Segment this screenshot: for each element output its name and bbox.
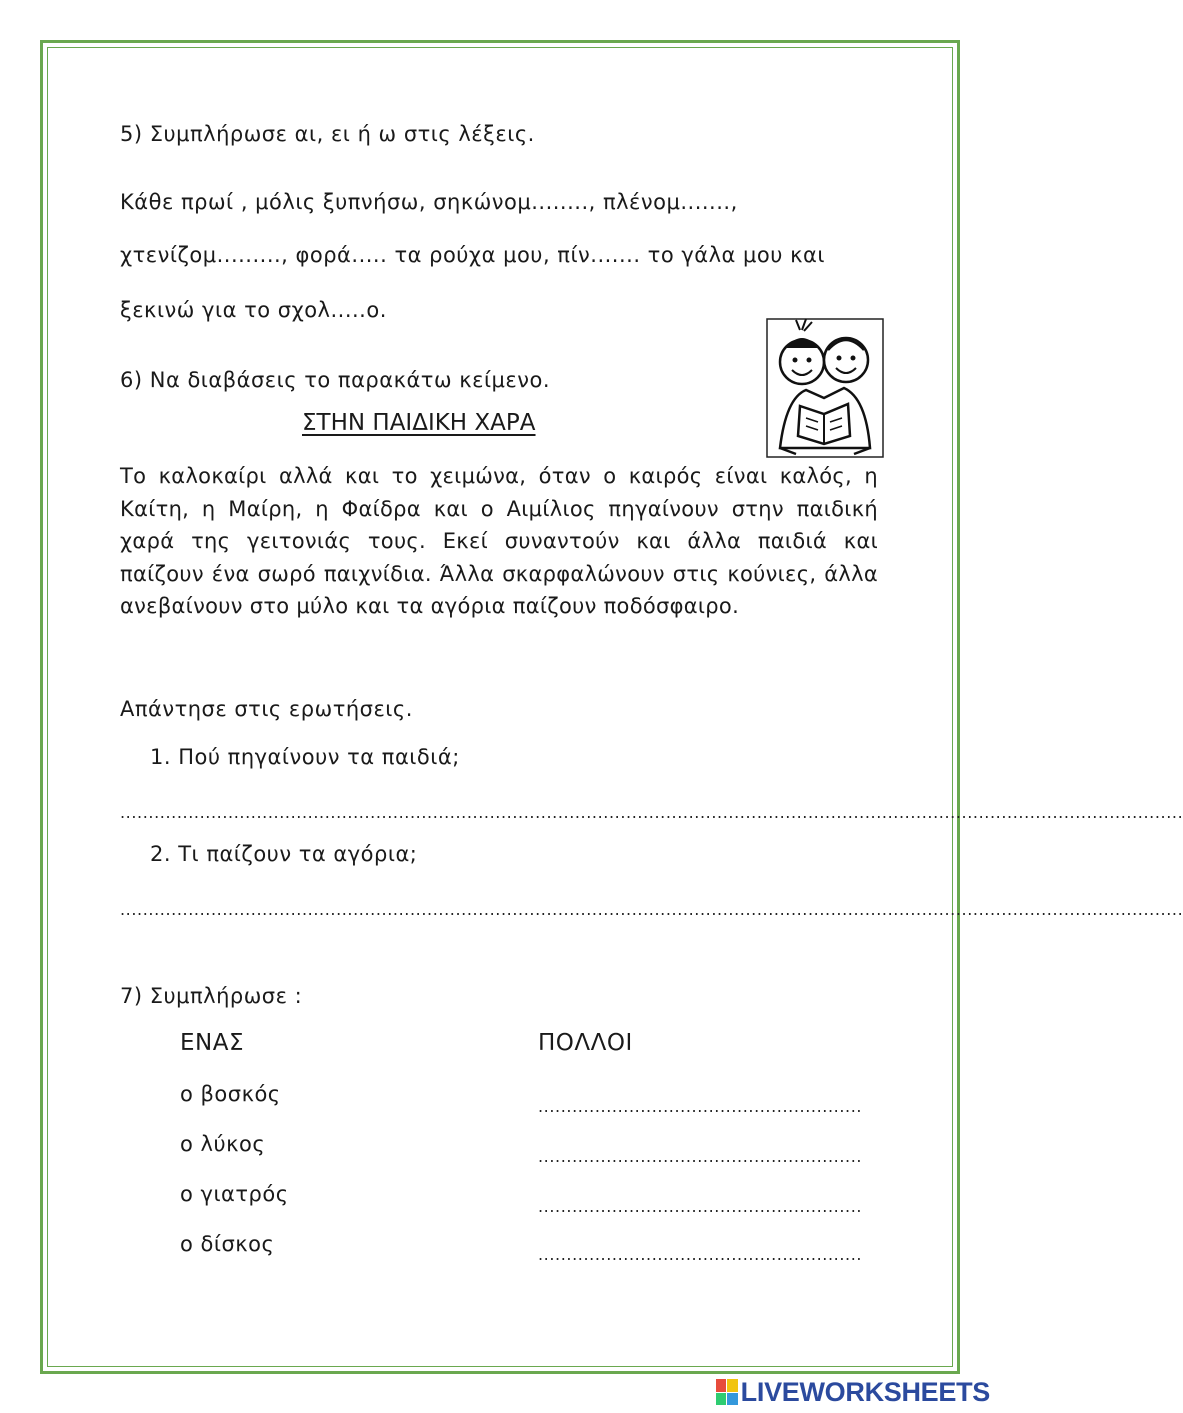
singular-word-4: ο δίσκος (180, 1232, 275, 1256)
plural-blank-4[interactable]: ......................................................... (538, 1245, 863, 1264)
column-header-singular: ΕΝΑΣ (180, 1030, 245, 1056)
liveworksheets-brand: LIVEWORKSHEETS (740, 1376, 990, 1407)
question-2: 2. Τι παίζουν τα αγόρια; (150, 842, 418, 866)
column-header-plural: ΠΟΛΛΟΙ (538, 1030, 633, 1056)
question-1: 1. Πού πηγαίνουν τα παιδιά; (150, 745, 460, 769)
children-reading-image (766, 318, 884, 458)
liveworksheets-badge-icon (716, 1379, 738, 1405)
exercise5-line3: ξεκινώ για το σχολ.....ο. (120, 298, 387, 322)
questions-instruction: Απάντησε στις ερωτήσεις. (120, 697, 413, 721)
exercise5-title: 5) Συμπλήρωσε αι, ει ή ω στις λέξεις. (120, 122, 535, 146)
singular-word-1: ο βοσκός (180, 1082, 281, 1106)
plural-blank-2[interactable]: ......................................................... (538, 1147, 863, 1166)
singular-word-3: ο γιατρός (180, 1182, 289, 1206)
answer-line-2[interactable]: ........................................................................................................................................................................................... (120, 900, 1183, 919)
story-heading: ΣΤΗΝ ΠΑΙΔΙΚΗ ΧΑΡΑ (302, 410, 536, 436)
exercise6-title: 6) Να διαβάσεις το παρακάτω κείμενο. (120, 368, 551, 392)
story-paragraph: Το καλοκαίρι αλλά και το χειμώνα, όταν ο καιρός είναι καλός, η Καίτη, η Μαίρη, η Φαίδρα και ο Αιμίλιος πηγαίνουν στην παιδική χαρά της γειτονιάς τους. Εκεί συναντούν και άλλα παιδιά και παίζουν ένα σωρό παιχνίδια. Άλλα σκαρφαλώνουν στις κούνιες, άλλα ανεβαίνουν στο μύλο και τα αγόρια παίζουν ποδόσφαιρο. (120, 464, 878, 618)
liveworksheets-logo[interactable] (716, 1377, 990, 1407)
exercise5-line1: Κάθε πρωί , μόλις ξυπνήσω, σηκώνομ........, πλένομ......., (120, 190, 738, 214)
plural-blank-3[interactable]: ......................................................... (538, 1197, 863, 1216)
exercise5-line2: χτενίζομ........., φορά..... τα ρούχα μου, πίν....... το γάλα μου και (120, 243, 825, 267)
singular-word-2: ο λύκος (180, 1132, 266, 1156)
exercise7-title: 7) Συμπλήρωσε : (120, 984, 303, 1008)
answer-line-1[interactable]: ........................................................................................................................................................................................... (120, 803, 1183, 822)
plural-blank-1[interactable]: ......................................................... (538, 1097, 863, 1116)
